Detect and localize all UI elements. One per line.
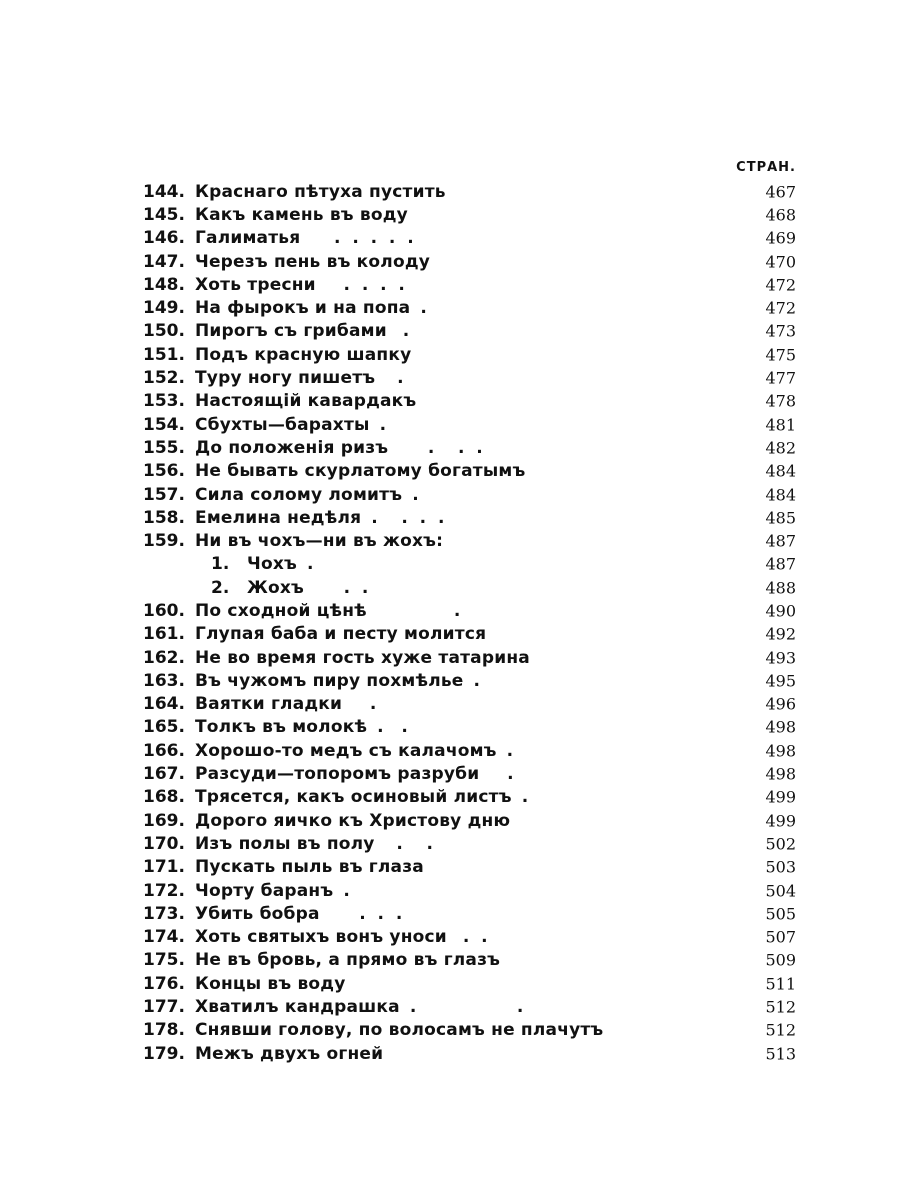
entry-number: 174. (143, 927, 185, 948)
entry-page-number: 502 (765, 834, 796, 854)
entry-number: 159. (143, 531, 185, 552)
toc-entry (143, 273, 796, 296)
entry-number: 176. (143, 973, 185, 994)
entry-title: Изъ полы въ полу (195, 833, 375, 854)
entry-page-number: 511 (765, 974, 796, 994)
entry-page-number: 503 (765, 857, 796, 877)
entry-title: Концы въ воду (195, 973, 346, 994)
entry-title: Ни въ чохъ—ни въ жохъ: (195, 531, 444, 552)
entry-leader-dots: . (473, 670, 481, 691)
entry-number: 161. (143, 624, 185, 645)
entry-leader-dots: . . . . (371, 507, 445, 528)
toc-entry (143, 693, 796, 716)
entry-title: Ваятки гладки (195, 694, 343, 715)
entry-title: Толкъ въ молокѣ (195, 717, 368, 738)
entry-title: Въ чужомъ пиру похмѣлье (195, 670, 464, 691)
entry-title: Подъ красную шапку (195, 344, 412, 365)
entry-page-number: 482 (765, 438, 796, 458)
entry-number: 1. (211, 554, 230, 575)
entry-leader-dots: . (352, 694, 377, 715)
entry-title: До положенія ризъ (195, 437, 389, 458)
entry-page-number: 484 (765, 485, 796, 504)
entry-title: По сходной цѣнѣ (195, 600, 367, 621)
entry-number: 167. (143, 764, 185, 785)
entry-leader-dots: . (306, 554, 314, 575)
entry-number: 175. (143, 950, 185, 971)
toc-sub-entry (143, 576, 796, 599)
entry-title: Снявши голову, по волосамъ не плачутъ (195, 1020, 604, 1041)
entry-leader-dots: . . (409, 997, 524, 1018)
entry-leader-dots: . (396, 321, 410, 342)
entry-page-number: 495 (765, 671, 796, 691)
table-of-contents (143, 180, 796, 1065)
entry-number: 173. (143, 903, 185, 924)
entry-number: 158. (143, 507, 185, 528)
entry-number: 166. (143, 740, 185, 761)
entry-number: 171. (143, 857, 185, 878)
entry-title: Черезъ пень въ колоду (195, 251, 431, 272)
toc-entry (143, 1042, 796, 1065)
entry-number: 155. (143, 437, 185, 458)
entry-number: 150. (143, 321, 185, 342)
entry-title: Глупая баба и песту молится (195, 624, 487, 645)
entry-number: 162. (143, 647, 185, 668)
entry-page-number: 509 (765, 950, 796, 970)
entry-page-number: 512 (765, 997, 796, 1017)
entry-title: Туру ногу пишетъ (195, 368, 376, 389)
entry-number: 172. (143, 880, 185, 901)
entry-title: На фырокъ и на попа (195, 298, 411, 319)
entry-page-number: 504 (765, 881, 796, 901)
entry-number: 151. (143, 344, 185, 365)
entry-number: 177. (143, 997, 185, 1018)
entry-page-number: 512 (765, 1020, 796, 1040)
entry-number: 163. (143, 670, 185, 691)
entry-title: Межъ двухъ огней (195, 1043, 384, 1064)
toc-entry (143, 972, 796, 995)
entry-page-number: 498 (765, 741, 796, 761)
entry-number: 164. (143, 694, 185, 715)
entry-number: 179. (143, 1043, 185, 1064)
entry-title: Не въ бровь, а прямо въ глазъ (195, 950, 501, 971)
entry-title: Сбухты—барахты (195, 414, 370, 435)
entry-page-number: 505 (765, 904, 796, 924)
entry-number: 152. (143, 368, 185, 389)
entry-title: Хорошо-то медъ съ калачомъ (195, 740, 497, 761)
toc-entry (143, 926, 796, 949)
entry-page-number: 477 (765, 368, 796, 388)
entry-leader-dots: . (489, 764, 514, 785)
entry-page-number: 499 (765, 811, 796, 831)
entry-leader-dots: . (385, 368, 404, 389)
entry-leader-dots: . (420, 298, 427, 319)
toc-entry (143, 809, 796, 832)
entry-page-number: 487 (765, 554, 796, 574)
entry-page-number: 467 (765, 182, 796, 202)
toc-entry (143, 180, 796, 203)
toc-entry (143, 529, 796, 552)
entry-leader-dots: . (412, 484, 419, 505)
entry-page-number: 485 (765, 508, 796, 528)
entry-leader-dots: . . (377, 717, 408, 738)
entry-leader-dots: . (521, 787, 529, 808)
entry-title: Разсуди—топоромъ разруби (195, 764, 480, 785)
entry-number: 144. (143, 181, 185, 202)
entry-leader-dots: . . (384, 833, 434, 854)
entry-number: 165. (143, 717, 185, 738)
entry-number: 178. (143, 1020, 185, 1041)
toc-entry (143, 343, 796, 366)
toc-entry (143, 669, 796, 692)
toc-entry (143, 203, 796, 226)
toc-entry (143, 366, 796, 389)
entry-leader-dots: . (376, 600, 461, 621)
toc-sub-entry (143, 553, 796, 576)
toc-entry (143, 413, 796, 436)
entry-number: 169. (143, 810, 185, 831)
entry-page-number: 473 (765, 321, 796, 341)
entry-title: Дорого яичко къ Христову дню (195, 810, 511, 831)
toc-entry (143, 879, 796, 902)
entry-page-number: 499 (765, 787, 796, 807)
entry-leader-dots: . . (456, 927, 488, 948)
entry-leader-dots: . (343, 880, 350, 901)
entry-leader-dots: . . . (398, 437, 483, 458)
entry-title: Краснаго пѣтуха пустить (195, 181, 446, 202)
entry-page-number: 470 (765, 252, 796, 272)
entry-page-number: 484 (765, 461, 796, 481)
entry-page-number: 493 (765, 648, 796, 668)
entry-page-number: 481 (765, 415, 796, 435)
entry-title: Сила солому ломитъ (195, 484, 403, 505)
entry-title: Жохъ (247, 577, 305, 598)
entry-number: 153. (143, 391, 185, 412)
toc-entry (143, 739, 796, 762)
toc-entry (143, 716, 796, 739)
entry-number: 148. (143, 274, 185, 295)
entry-leader-dots: . (379, 414, 387, 435)
entry-title: Чохъ (247, 554, 297, 575)
entry-number: 168. (143, 787, 185, 808)
toc-entry (143, 227, 796, 250)
entry-title: Какъ камень въ воду (195, 204, 408, 225)
toc-entry (143, 995, 796, 1018)
entry-number: 156. (143, 461, 185, 482)
entry-page-number: 507 (765, 927, 796, 947)
entry-page-number: 488 (765, 578, 796, 598)
toc-entry (143, 436, 796, 459)
entry-page-number: 496 (765, 694, 796, 714)
entry-number: 146. (143, 228, 185, 249)
entry-title: Трясется, какъ осиновый листъ (195, 787, 512, 808)
toc-entry (143, 949, 796, 972)
entry-page-number: 498 (765, 717, 796, 737)
toc-entry (143, 599, 796, 622)
toc-entry (143, 1019, 796, 1042)
entry-title: Пирогъ съ грибами (195, 321, 387, 342)
entry-number: 147. (143, 251, 185, 272)
toc-entry (143, 296, 796, 319)
entry-number: 145. (143, 204, 185, 225)
toc-entry (143, 786, 796, 809)
entry-leader-dots: . (506, 740, 514, 761)
toc-entry (143, 623, 796, 646)
toc-entry (143, 460, 796, 483)
entry-title: Настоящій кавардакъ (195, 391, 417, 412)
entry-title: Галиматья (195, 228, 301, 249)
entry-leader-dots: . . . . . (310, 228, 414, 249)
toc-entry (143, 762, 796, 785)
toc-entry (143, 832, 796, 855)
entry-title: Хоть святыхъ вонъ уноси (195, 927, 447, 948)
toc-entry (143, 506, 796, 529)
entry-page-number: 475 (765, 345, 796, 365)
entry-page-number: 468 (765, 205, 796, 225)
entry-page-number: 469 (765, 228, 796, 248)
entry-page-number: 472 (765, 275, 796, 295)
entry-number: 149. (143, 298, 185, 319)
entry-title: Хватилъ кандрашка (195, 997, 400, 1018)
entry-title: Емелина недѣля (195, 507, 362, 528)
entry-title: Убить бобра (195, 903, 320, 924)
entry-number: 157. (143, 484, 185, 505)
entry-leader-dots: . . . . (325, 274, 405, 295)
entry-page-number: 490 (765, 601, 796, 621)
entry-title: Пускать пыль въ глаза (195, 857, 424, 878)
entry-page-number: 478 (765, 391, 796, 411)
entry-page-number: 492 (765, 624, 796, 644)
toc-entry (143, 856, 796, 879)
entry-page-number: 487 (765, 531, 796, 551)
entry-page-number: 513 (765, 1044, 796, 1064)
entry-leader-dots: . . . (329, 903, 403, 924)
page-column-header: СТРАН. (736, 160, 796, 175)
entry-number: 160. (143, 600, 185, 621)
entry-leader-dots: . . (314, 577, 369, 598)
toc-entry (143, 250, 796, 273)
entry-title: Хоть тресни (195, 274, 316, 295)
entry-page-number: 498 (765, 764, 796, 784)
toc-entry (143, 320, 796, 343)
toc-entry (143, 646, 796, 669)
entry-page-number: 472 (765, 298, 796, 318)
entry-title: Чорту баранъ (195, 880, 334, 901)
entry-number: 170. (143, 833, 185, 854)
toc-entry (143, 483, 796, 506)
entry-number: 154. (143, 414, 185, 435)
toc-entry (143, 390, 796, 413)
entry-number: 2. (211, 577, 230, 598)
entry-title: Не во время гость хуже татарина (195, 647, 530, 668)
toc-entry (143, 902, 796, 925)
entry-title: Не бывать скурлатому богатымъ (195, 461, 526, 482)
